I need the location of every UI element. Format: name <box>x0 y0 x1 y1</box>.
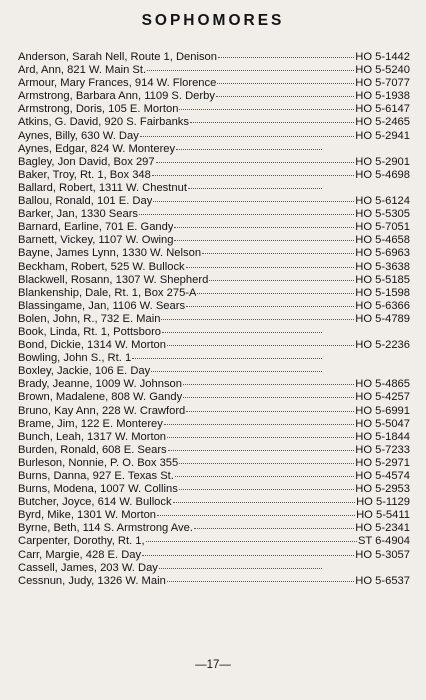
entry-name: Bolen, John, R., 732 E. Main <box>18 312 161 325</box>
entry-phone: HO 5-5047 <box>355 417 410 430</box>
dot-leader <box>132 357 322 359</box>
entry-phone: HO 5-6124 <box>355 195 410 208</box>
dot-leader <box>218 56 354 58</box>
dot-leader <box>186 266 355 268</box>
dot-leader <box>216 95 354 97</box>
entry-name: Bagley, Jon David, Box 297 <box>18 155 155 168</box>
list-item <box>18 496 410 509</box>
entry-phone: HO 5-4257 <box>355 391 410 404</box>
entry-phone: HO 5-3057 <box>355 548 410 561</box>
list-item <box>18 522 410 535</box>
entry-name: Barnett, Vickey, 1107 W. Owing <box>18 234 174 247</box>
page-number: —17— <box>195 659 231 671</box>
list-item <box>18 208 410 221</box>
entry-name: Blankenship, Dale, Rt. 1, Box 275-A <box>18 286 197 299</box>
dot-leader <box>152 174 354 176</box>
dot-leader <box>194 527 354 529</box>
dot-leader <box>162 331 322 333</box>
entry-phone: HO 5-6366 <box>355 299 410 312</box>
dot-leader <box>164 423 354 425</box>
entry-name: Armstrong, Barbara Ann, 1109 S. Derby <box>18 90 215 103</box>
entry-phone: HO 5-4789 <box>355 312 410 325</box>
entry-name: Blassingame, Jan, 1106 W. Sears <box>18 299 186 312</box>
entry-name: Boxley, Jackie, 106 E. Day <box>18 365 151 378</box>
dot-leader <box>183 383 354 385</box>
list-item <box>18 457 410 470</box>
list-item <box>18 221 410 234</box>
list-item <box>18 391 410 404</box>
list-item <box>18 405 410 418</box>
entry-name: Cessnun, Judy, 1326 W. Main <box>18 574 166 587</box>
entry-name: Bayne, James Lynn, 1330 W. Nelson <box>18 247 202 260</box>
list-item <box>18 77 410 90</box>
entry-name: Bond, Dickie, 1314 W. Morton <box>18 339 166 352</box>
entry-phone: HO 5-7233 <box>355 443 410 456</box>
dot-leader <box>161 318 354 320</box>
sophomore-list <box>18 51 410 588</box>
entry-name: Aynes, Billy, 630 W. Day <box>18 129 139 142</box>
list-item <box>18 431 410 444</box>
entry-phone: HO 5-4698 <box>355 168 410 181</box>
dot-leader <box>176 148 322 150</box>
entry-phone: HO 5-1844 <box>355 430 410 443</box>
entry-phone: HO 5-4865 <box>355 378 410 391</box>
entry-name: Ard, Ann, 821 W. Main St. <box>18 64 147 77</box>
list-item <box>18 509 410 522</box>
entry-phone: HO 5-2465 <box>355 116 410 129</box>
dot-leader <box>179 488 354 490</box>
entry-name: Brady, Jeanne, 1009 W. Johnson <box>18 378 182 391</box>
entry-phone: HO 5-5240 <box>355 64 410 77</box>
dot-leader <box>167 344 354 346</box>
dot-leader <box>139 213 354 215</box>
list-item <box>18 195 410 208</box>
entry-name: Byrd, Mike, 1301 W. Morton <box>18 509 157 522</box>
list-item <box>18 169 410 182</box>
list-item <box>18 130 410 143</box>
dot-leader <box>173 501 356 503</box>
dot-leader <box>167 436 354 438</box>
list-item <box>18 562 410 575</box>
page-title: SOPHOMORES <box>141 12 285 29</box>
dot-leader <box>174 226 354 228</box>
entry-phone: HO 5-7051 <box>355 221 410 234</box>
entry-name: Brame, Jim, 122 E. Monterey <box>18 417 163 430</box>
entry-name: Butcher, Joyce, 614 W. Bullock <box>18 496 172 509</box>
entry-phone: HO 5-4574 <box>355 470 410 482</box>
list-item <box>18 64 410 77</box>
dot-leader <box>147 69 354 71</box>
dot-leader <box>146 540 357 542</box>
entry-name: Atkins, G. David, 920 S. Fairbanks <box>18 116 189 129</box>
dot-leader <box>167 580 354 582</box>
list-item <box>18 326 410 339</box>
entry-name: Ballou, Ronald, 101 E. Day <box>18 195 153 208</box>
entry-phone: HO 5-2341 <box>355 522 410 535</box>
entry-phone: HO 5-1598 <box>355 286 410 299</box>
entry-name: Burden, Ronald, 608 E. Sears <box>18 443 167 456</box>
list-item <box>18 247 410 260</box>
dot-leader <box>168 449 355 451</box>
list-item <box>18 274 410 287</box>
entry-name: Bunch, Leah, 1317 W. Morton <box>18 430 167 443</box>
list-item <box>18 287 410 300</box>
dot-leader <box>197 292 354 294</box>
list-item <box>18 418 410 431</box>
dot-leader <box>153 200 354 202</box>
entry-name: Armstrong, Doris, 105 E. Morton <box>18 103 179 116</box>
entry-phone: HO 5-4658 <box>355 234 410 247</box>
entry-phone: HO 5-3638 <box>355 260 410 273</box>
entry-phone: HO 5-6991 <box>355 404 410 417</box>
list-item <box>18 483 410 496</box>
entry-phone: HO 5-1938 <box>355 90 410 103</box>
dot-leader <box>190 121 354 123</box>
dot-leader <box>186 410 354 412</box>
list-item <box>18 143 410 156</box>
entry-name: Carpenter, Dorothy, Rt. 1, <box>18 535 145 548</box>
dot-leader <box>183 396 354 398</box>
list-item <box>18 300 410 313</box>
entry-name: Beckham, Robert, 525 W. Bullock <box>18 260 185 273</box>
entry-name: Armour, Mary Frances, 914 W. Florence <box>18 77 217 90</box>
entry-phone: HO 5-2901 <box>355 155 410 168</box>
list-item <box>18 261 410 274</box>
entry-name: Anderson, Sarah Nell, Route 1, Denison <box>18 51 218 63</box>
dot-leader <box>186 305 354 307</box>
dot-leader <box>140 135 354 137</box>
entry-name: Barnard, Earline, 701 E. Gandy <box>18 221 174 234</box>
entry-name: Burleson, Nonnie, P. O. Box 355 <box>18 456 179 469</box>
entry-phone: HO 5-6147 <box>355 103 410 116</box>
entry-phone: HO 5-5185 <box>355 273 410 286</box>
entry-name: Aynes, Edgar, 824 W. Monterey <box>18 142 176 155</box>
dot-leader <box>156 161 355 163</box>
list-item <box>18 116 410 129</box>
list-item <box>18 182 410 195</box>
dot-leader <box>174 239 354 241</box>
entry-name: Carr, Margie, 428 E. Day <box>18 548 142 561</box>
dot-leader <box>159 567 322 569</box>
entry-name: Burns, Danna, 927 E. Texas St. <box>18 470 174 482</box>
entry-phone: HO 5-6537 <box>355 574 410 587</box>
entry-name: Bowling, John S., Rt. 1 <box>18 352 132 365</box>
dot-leader <box>179 108 354 110</box>
list-item <box>18 103 410 116</box>
entry-phone: HO 5-5411 <box>356 509 410 522</box>
list-item <box>18 378 410 391</box>
dot-leader <box>188 187 322 189</box>
entry-name: Baker, Troy, Rt. 1, Box 348 <box>18 168 151 181</box>
dot-leader <box>179 462 354 464</box>
entry-name: Blackwell, Rosann, 1307 W. Shepherd <box>18 273 209 286</box>
entry-name: Bruno, Kay Ann, 228 W. Crawford <box>18 404 186 417</box>
entry-phone: HO 5-2971 <box>355 456 410 469</box>
list-item <box>18 365 410 378</box>
entry-phone: HO 5-1442 <box>355 51 410 63</box>
entry-name: Byrne, Beth, 114 S. Armstrong Ave. <box>18 522 193 535</box>
list-item <box>18 90 410 103</box>
entry-name: Cassell, James, 203 W. Day <box>18 561 158 574</box>
list-item <box>18 234 410 247</box>
entry-phone: HO 5-2953 <box>355 483 410 496</box>
list-item <box>18 313 410 326</box>
list-item <box>18 470 410 483</box>
list-item <box>18 444 410 457</box>
entry-phone: HO 5-5305 <box>355 208 410 221</box>
dot-leader <box>142 554 354 556</box>
dot-leader <box>209 279 354 281</box>
entry-phone: HO 5-2941 <box>355 129 410 142</box>
list-item <box>18 575 410 588</box>
list-item <box>18 352 410 365</box>
dot-leader <box>151 370 322 372</box>
list-item <box>18 156 410 169</box>
entry-name: Burns, Modena, 1007 W. Collins <box>18 483 178 496</box>
dot-leader <box>175 475 354 477</box>
entry-phone: HO 5-2236 <box>355 339 410 352</box>
entry-name: Book, Linda, Rt. 1, Pottsboro <box>18 325 162 338</box>
entry-phone: HO 5-6963 <box>355 247 410 260</box>
entry-name: Barker, Jan, 1330 Sears <box>18 208 139 221</box>
list-item <box>18 549 410 562</box>
dot-leader <box>157 514 355 516</box>
entry-name: Brown, Madalene, 808 W. Gandy <box>18 391 183 404</box>
dot-leader <box>217 82 354 84</box>
list-item <box>18 535 410 548</box>
list-item <box>18 339 410 352</box>
list-item <box>18 51 410 64</box>
dot-leader <box>202 252 354 254</box>
entry-name: Ballard, Robert, 1311 W. Chestnut <box>18 181 187 194</box>
entry-phone: HO 5-7077 <box>355 77 410 90</box>
entry-phone: ST 6-4904 <box>357 535 410 548</box>
entry-phone: HO 5-1129 <box>356 496 410 509</box>
